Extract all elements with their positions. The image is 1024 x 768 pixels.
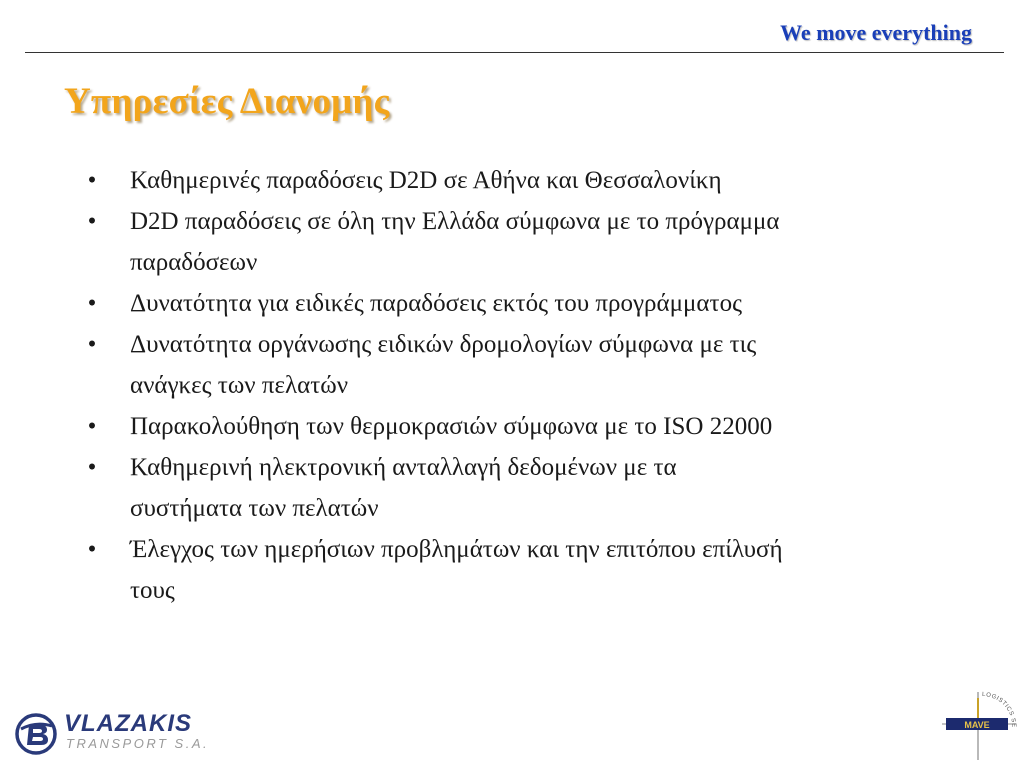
bullet-dot: • — [87, 413, 97, 440]
bullet-text: Καθημερινές παραδόσεις D2D σε Αθήνα και Θεσσαλονίκη — [130, 167, 722, 194]
mave-logo — [942, 690, 1018, 762]
vlazakis-b-emblem-icon — [14, 712, 58, 756]
bullet-dot: • — [87, 331, 97, 358]
bullet-item — [82, 283, 962, 324]
bullet-text: Δυνατότητα οργάνωσης ειδικών δρομολογίων σύμφωνα με τις — [130, 331, 757, 358]
mave-logo-arc-text: LOGISTICS SE — [981, 691, 1017, 728]
bullet-item — [82, 160, 962, 201]
bullet-item — [82, 406, 962, 447]
bullet-dot: • — [87, 454, 97, 481]
mave-cross-emblem-icon — [942, 690, 1018, 762]
bullet-item — [82, 324, 962, 406]
bullet-text: Παρακολούθηση των θερμοκρασιών σύμφωνα με το ISO 22000 — [130, 413, 773, 440]
bullet-dot: • — [87, 167, 97, 194]
bullet-item — [82, 201, 962, 283]
bullet-dot: • — [87, 208, 97, 235]
vlazakis-logo-subtitle: TRANSPORT S.A. — [66, 736, 210, 751]
bullet-dot: • — [87, 536, 97, 563]
bullet-item — [82, 447, 962, 529]
bullet-text: Καθημερινή ηλεκτρονική ανταλλαγή δεδομένων με τα — [130, 454, 677, 481]
vlazakis-logo-name: VLAZAKIS — [64, 710, 192, 737]
header-divider — [25, 52, 1004, 53]
vlazakis-logo — [14, 710, 214, 756]
bullet-dot: • — [87, 290, 97, 317]
bullet-text: Έλεγχος των ημερήσιων προβλημάτων και την επιτόπου επίλυσή — [130, 536, 783, 563]
bullet-list — [82, 160, 962, 611]
bullet-text-continued: τους — [130, 577, 175, 604]
bullet-text: Δυνατότητα για ειδικές παραδόσεις εκτός του προγράμματος — [130, 290, 742, 317]
bullet-text: D2D παραδόσεις σε όλη την Ελλάδα σύμφωνα με το πρόγραμμα — [130, 208, 780, 235]
slide-title: Υπηρεσίες Διανομής — [64, 81, 390, 122]
bullet-text-continued: ανάγκες των πελατών — [130, 372, 348, 399]
bullet-text-continued: συστήματα των πελατών — [130, 495, 379, 522]
bullet-text-continued: παραδόσεων — [130, 249, 258, 276]
mave-logo-name: MAVE — [964, 720, 990, 730]
slide-tagline: We move everything — [780, 20, 972, 45]
bullet-item — [82, 529, 962, 611]
